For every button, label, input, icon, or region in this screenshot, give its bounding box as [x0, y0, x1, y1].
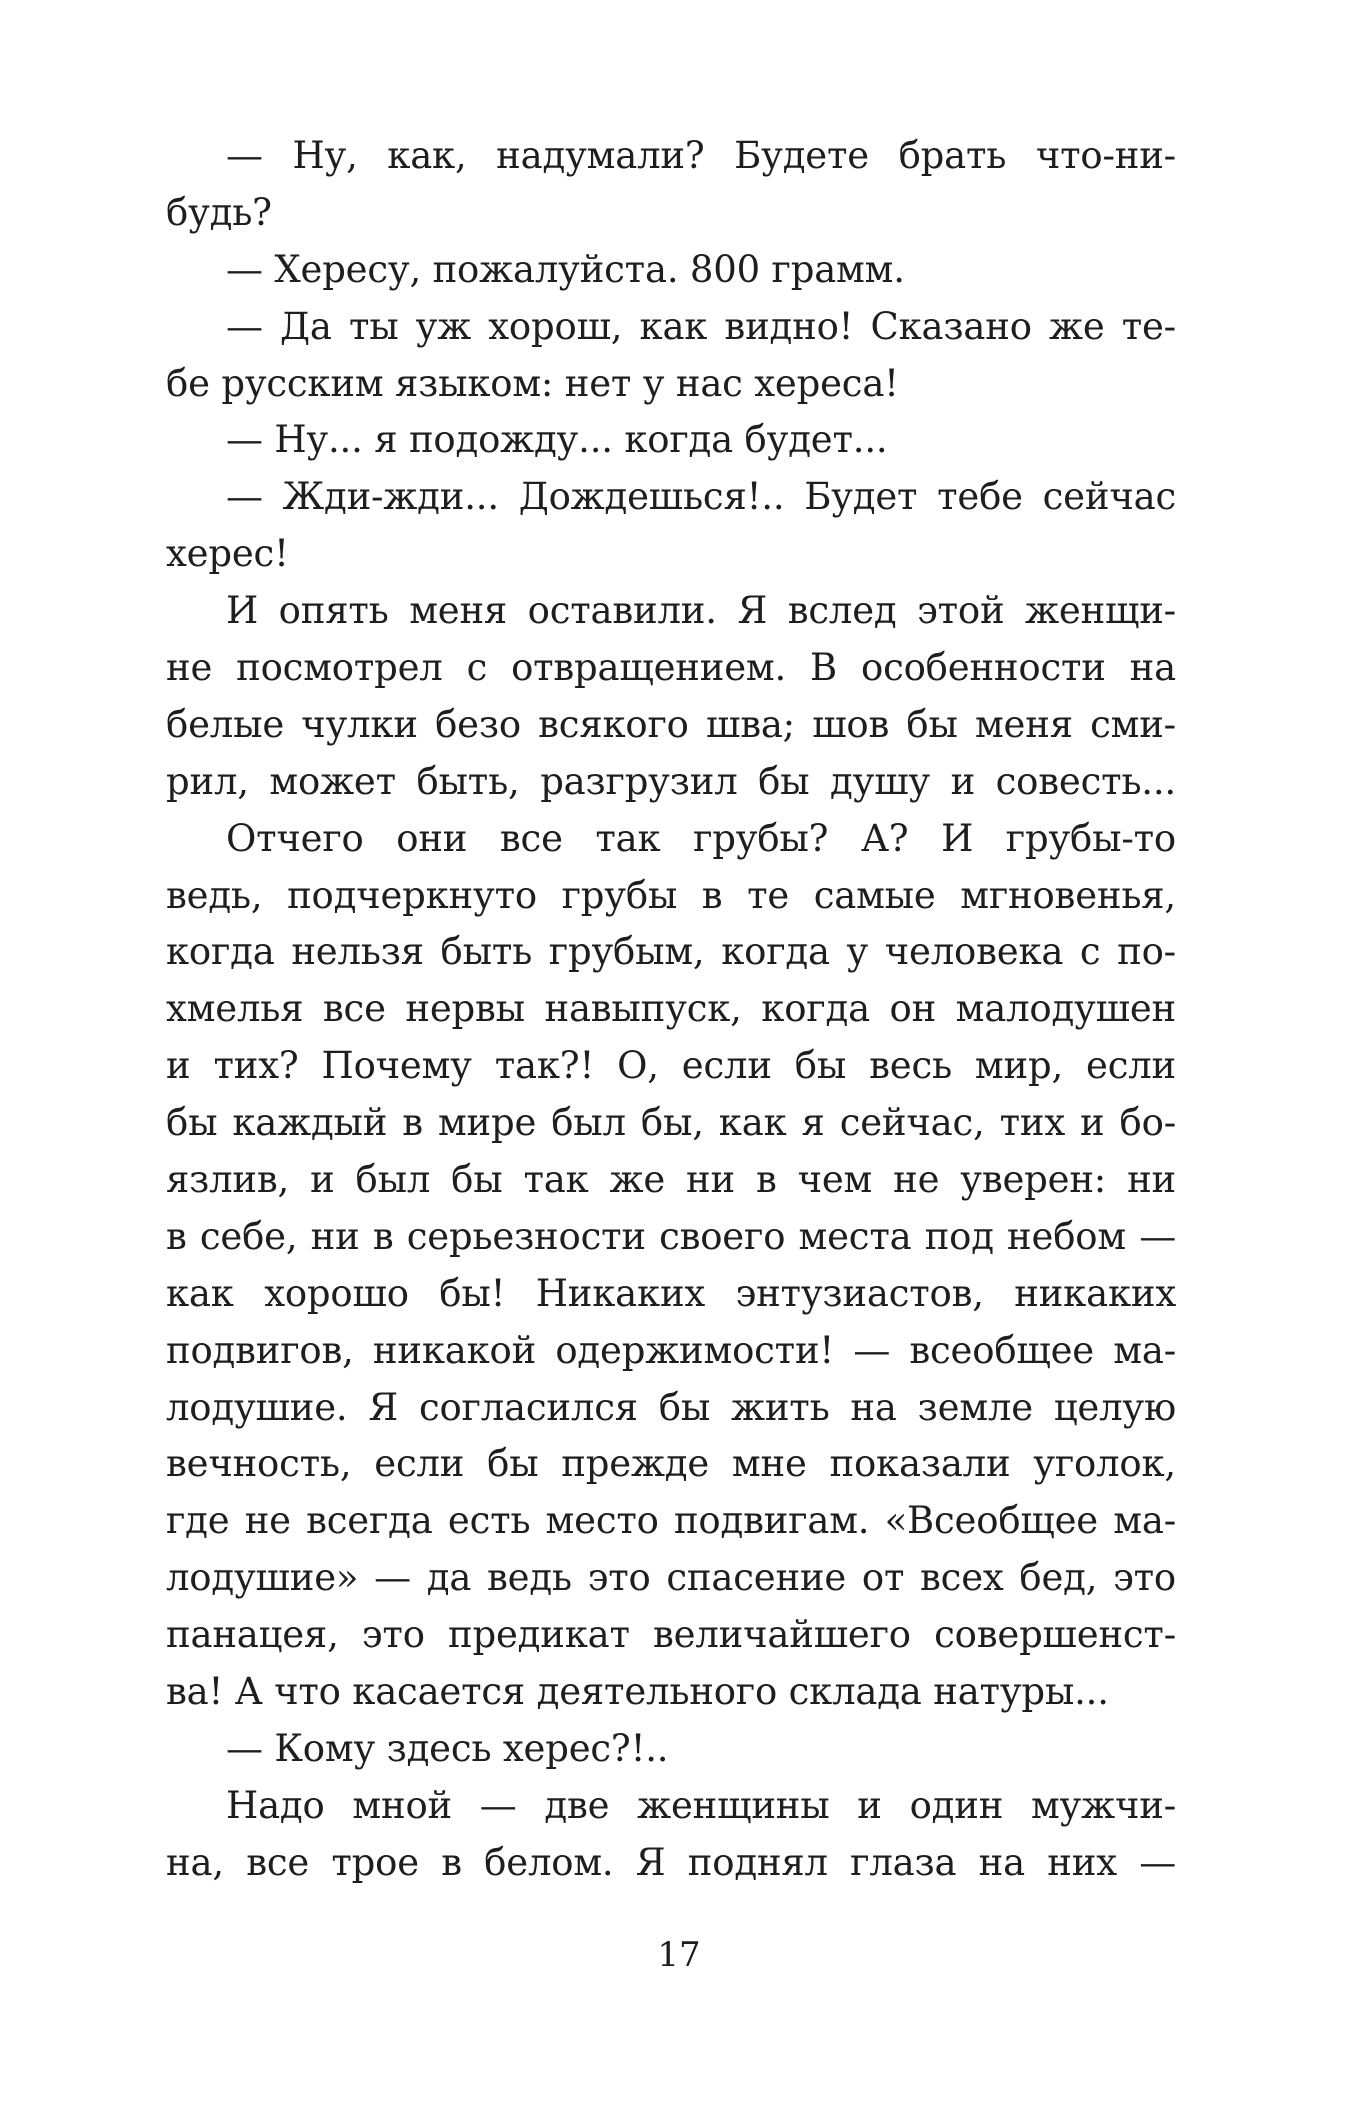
text-line: Отчего они все так грубы? А? И грубы-то [226, 816, 1176, 860]
text-line: лодушие» — да ведь это спасение от всех бед, это [166, 1556, 1176, 1600]
text-line: — Ну... я подожду... когда будет... [226, 418, 888, 462]
text-line: бе русским языком: нет у нас хереса! [166, 361, 899, 405]
text-line: ведь, подчеркнуто грубы в те самые мгновенья, [166, 873, 1176, 917]
text-line: рил, может быть, разгрузил бы душу и совесть... [166, 759, 1176, 803]
text-line: — Хересу, пожалуйста. 800 грамм. [226, 247, 905, 291]
text-line: язлив, и был бы так же ни в чем не уверен: ни [166, 1158, 1176, 1202]
text-line: панацея, это предикат величайшего совершенст- [166, 1613, 1176, 1657]
text-line: в себе, ни в серьезности своего места под небом — [166, 1214, 1176, 1258]
text-line: как хорошо бы! Никаких энтузиастов, никаких [166, 1271, 1176, 1315]
text-line: херес! [166, 532, 289, 576]
text-line: когда нельзя быть грубым, когда у человека с по- [166, 930, 1176, 974]
text-line: И опять меня оставили. Я вслед этой женщи- [226, 589, 1176, 633]
text-line: где не всегда есть место подвигам. «Всеобщее ма- [166, 1499, 1176, 1543]
text-line: вечность, если бы прежде мне показали уголок, [166, 1442, 1176, 1486]
text-line: Надо мной — две женщины и один мужчи- [226, 1783, 1176, 1827]
text-line: подвигов, никакой одержимости! — всеобщее ма- [166, 1328, 1176, 1372]
text-line: бы каждый в мире был бы, как я сейчас, тих и бо- [166, 1101, 1176, 1145]
text-line: — Кому здесь херес?!.. [226, 1726, 669, 1770]
text-line: будь? [166, 190, 272, 234]
text-line: не посмотрел с отвращением. В особенности на [166, 646, 1176, 690]
page-number: 17 [657, 1935, 701, 1975]
text-line: и тих? Почему так?! О, если бы весь мир, если [166, 1044, 1176, 1088]
text-line: — Да ты уж хорош, как видно! Сказано же те- [226, 304, 1176, 348]
text-line: ва! А что касается деятельного склада натуры... [166, 1670, 1109, 1714]
text-line: белые чулки безо всякого шва; шов бы меня сми- [166, 702, 1176, 746]
body-text [166, 128, 1176, 1892]
text-line: — Жди-жди... Дождешься!.. Будет тебе сейчас [226, 475, 1176, 519]
text-line: хмелья все нервы навыпуск, когда он малодушен [166, 987, 1176, 1031]
text-line: — Ну, как, надумали? Будете брать что-ни- [226, 134, 1176, 177]
text-line: лодушие. Я согласился бы жить на земле целую [166, 1385, 1176, 1429]
text-line: на, все трое в белом. Я поднял глаза на них — [166, 1840, 1176, 1884]
